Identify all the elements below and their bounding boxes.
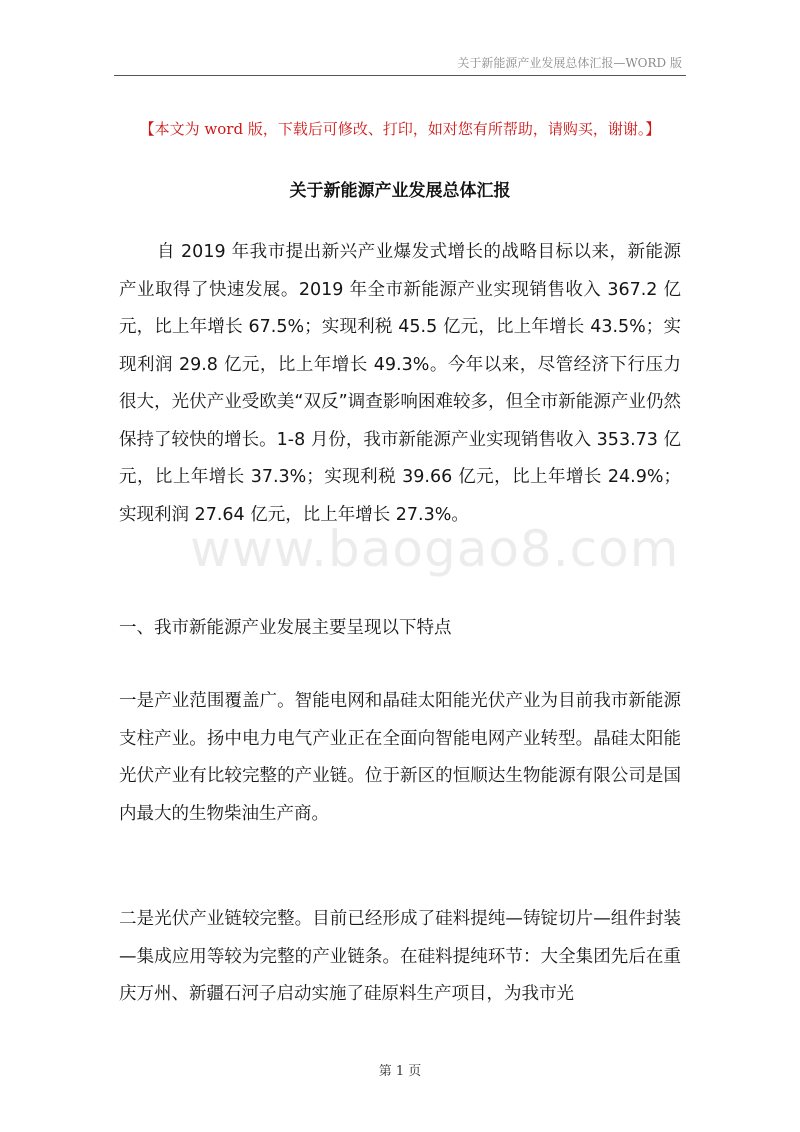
watermark: www.baogao8.com (190, 520, 680, 578)
section-heading: 一、我市新能源产业发展主要呈现以下特点 (119, 618, 452, 638)
page-number: 第 1 页 (378, 1064, 422, 1079)
download-notice: 【本文为 word 版，下载后可修改、打印，如对您有所帮助，请购买，谢谢。】 (139, 120, 661, 138)
header-divider (114, 75, 686, 76)
point-one-paragraph: 一是产业范围覆盖广。智能电网和晶硅太阳能光伏产业为目前我市新能源支柱产业。扬中电力电气产业正在全面向智能电网产业转型。晶硅太阳能光伏产业有比较完整的产业链。位于新区的恒顺达生物能源有限公司是国内最大的生物柴油生产商。 (119, 691, 681, 824)
running-header: 关于新能源产业发展总体汇报—WORD 版 (457, 56, 682, 70)
intro-paragraph: 自 2019 年我市提出新兴产业爆发式增长的战略目标以来，新能源产业取得了快速发展。2019 年全市新能源产业实现销售收入 367.2 亿元，比上年增长 67.5%；实现利税 45.5 亿元，比上年增长 43.5%；实现利润 29.8 亿元，比上年增长 49.3%。今年以来，尽管经济下行压力很大，光伏产业受欧美“双反”调查影响困难较多，但全市新能源产业仍然保持了较快的增长。1-8 月份，我市新能源产业实现销售收入 353.73 亿元，比上年增长 37.3%；实现利税 39.66 亿元，比上年增长 24.9%；实现利润 27.64 亿元，比上年增长 27.3%。 (119, 242, 681, 525)
point-two-paragraph: 二是光伏产业链较完整。目前已经形成了硅料提纯—铸锭切片—组件封装—集成应用等较为完整的产业链条。在硅料提纯环节：大全集团先后在重庆万州、新疆石河子启动实施了硅原料生产项目，为我市光 (119, 909, 681, 1004)
document-title: 关于新能源产业发展总体汇报 (289, 181, 511, 201)
